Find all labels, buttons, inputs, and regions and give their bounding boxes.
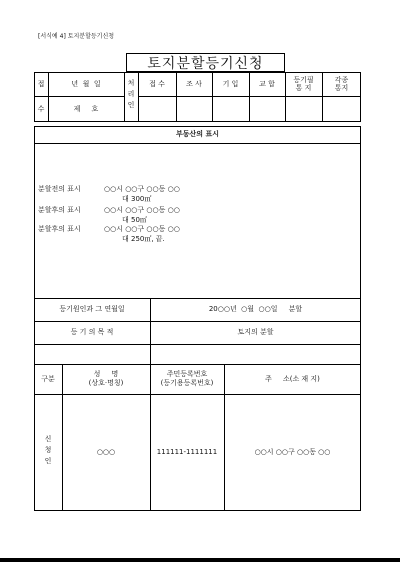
col-reception: 접 수: [149, 79, 165, 88]
title-box: [126, 53, 285, 72]
page-title: 토지분할등기신청: [147, 55, 264, 72]
property-line-detail: 대 300㎡: [122, 195, 152, 203]
applicant-type-char: 청: [44, 446, 52, 454]
reception-side-top: 접: [37, 79, 45, 88]
purpose-label: 등 기 의 목 적: [70, 328, 114, 336]
applicant-id: 111111-1111111: [156, 448, 218, 456]
cause-value: 20○○년 ○월 ○○일 분할: [208, 305, 303, 313]
col-investigation: 조 사: [186, 79, 202, 88]
property-header: 부동산의 표시: [175, 130, 219, 138]
applicant-type-char: 인: [44, 457, 52, 465]
purpose-value: 토지의 분할: [237, 328, 274, 336]
property-line-address: ○○시 ○○구 ○○동 ○○: [104, 185, 180, 193]
col-various-notice: 각종 통지: [334, 75, 349, 92]
property-line-detail: 대 250㎡, 끝.: [122, 235, 165, 243]
processor-char: 인: [127, 101, 135, 109]
property-line-label: 분할전의 표시: [38, 185, 81, 193]
property-line-address: ○○시 ○○구 ○○동 ○○: [104, 225, 180, 233]
col-id: 주민등록번호 (등기용등록번호): [160, 369, 214, 387]
processor-char: 리: [127, 90, 135, 98]
processor-label: [124, 80, 138, 109]
reception-number-label: 제 호: [73, 104, 99, 113]
property-line-label: 분할후의 표시: [38, 206, 81, 214]
form-label: [서식예 4] 토지분할등기신청: [38, 33, 115, 40]
reception-date-label: 년 월 일: [71, 79, 101, 88]
col-type: 구분: [41, 374, 55, 383]
applicant-type-char: 신: [44, 435, 52, 443]
applicant-type: [34, 436, 62, 465]
reception-side-bottom: 수: [37, 104, 45, 113]
col-entry: 기 입: [222, 79, 239, 88]
cause-label: 등기원인과 그 연월일: [59, 305, 125, 313]
col-collation: 교 합: [259, 79, 275, 88]
col-name: 성 명 (상호·명칭): [88, 369, 124, 387]
col-registration-notice: 등기필 통 지: [293, 75, 314, 92]
col-address: 주 소(소 재 지): [265, 374, 320, 383]
processor-char: 처: [127, 79, 135, 87]
property-line-detail: 대 50㎡: [122, 216, 147, 224]
applicant-name: ○○○: [96, 448, 116, 456]
page-edge: [0, 558, 400, 562]
property-line-address: ○○시 ○○구 ○○동 ○○: [104, 206, 180, 214]
applicant-address: ○○시 ○○구 ○○동 ○○: [254, 448, 331, 456]
property-line-label: 분할후의 표시: [38, 225, 81, 233]
